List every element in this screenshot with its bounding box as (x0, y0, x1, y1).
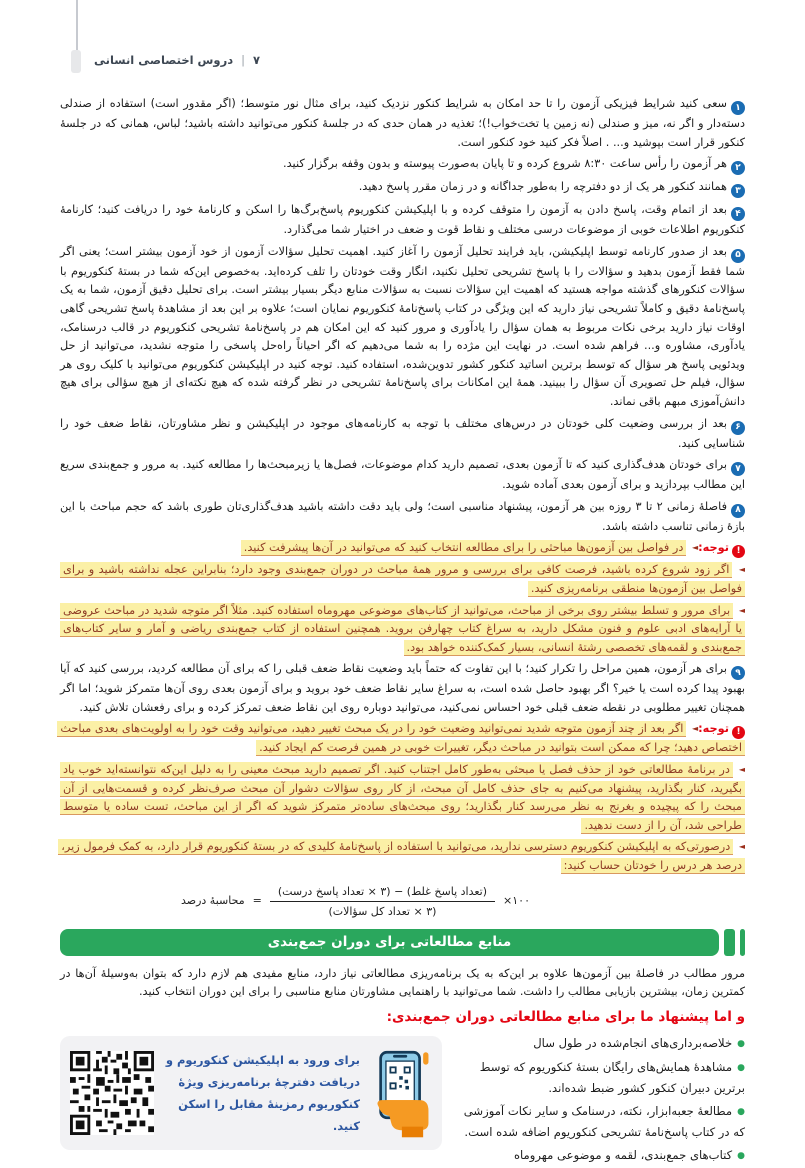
note-item (60, 539, 745, 558)
tip-number-badge: ۱ (731, 101, 745, 115)
tip-text: بعد از صدور کارنامه توسط اپلیکیشن، باید فرایند تحلیل آزمون را آغاز کنید. اهمیت تحلیل سؤالات آزمون از خود آزمون بیشتر است؛ یعنی اگر شما فقط آزمون بدهید و سؤالات را با پاسخ تشریحی تحلیل نکنید، انگار وقت خودتان را تلف کرده‌اید. به‌خصوص این‌که شما در بستهٔ کنکوریوم با سؤالات کنکورهای گذشته مواجه هستید که اهمیت این سؤالات نسبت به سؤالات منابع دیگر بسیار بیشتر است. برای تحلیل دقیق آزمون، شما به یک پاسخ‌نامهٔ دقیق و کاملاً تشریحی نیاز دارید که این ویژگی در کتاب پاسخ‌نامهٔ کنکوریوم نمایان است؛ علاوه بر این بعد از مشاهدهٔ پاسخ تشریحی گاهی اوقات نیاز دارید برخی نکات مربوط به همان سؤال را یادآوری و مرور کنید که این امکان هم در پاسخ‌نامهٔ تشریحی کنکوریوم در قالب درسنامک، یادآوری، مشاوره و... فراهم شده است. در نهایت این مژده را به شما می‌دهیم که اگر احیاناً راه‌حل پاسخی را متوجه نشدید، می‌توانید از حل ویدئویی پاسخ هر سؤال که توسط برترین اساتید کنکور کشور تدوین‌شده، استفاده کنید. توجه کنید در اپلیکیشن کنکوریوم می‌توانید با کلیک روی هر سؤال، فیلم حل تصویری آن سؤال را ببینید. همهٔ این امکانات برای پاسخ‌نامهٔ تشریحی در نظر گرفته شده که هیچ نکته‌ای از هیچ سؤالی برای هیچ دانش‌آموزی مبهم باقی نماند. (60, 244, 745, 408)
tip-number-badge: ۹ (731, 666, 745, 680)
arrow-left-icon: ◄ (738, 842, 745, 852)
banner-decor-bar-wide (724, 929, 735, 956)
tip-item (60, 201, 745, 240)
section-title-banner (60, 929, 719, 956)
qr-code-icon (70, 1051, 154, 1135)
tip-text: برای خودتان هدف‌گذاری کنید که تا آزمون بعدی، تصمیم دارید کدام موضوعات، فصل‌ها یا زیرمبحث‌ها را مطالعه کنید. به مرور و جمع‌بندی سریع این مطالب بپردازید و برای آزمون بعدی آماده شوید. (60, 458, 745, 492)
tip-item (60, 155, 745, 175)
section-banner-row (60, 929, 745, 956)
tip-text: بعد از بررسی وضعیت کلی خودتان در درس‌های مختلف با توجه به کارنامه‌های موجود در اپلیکیشن و نظر مشاورتان، نقاط ضعف خود را شناسایی کنید. (60, 416, 745, 450)
page-number: ۷ (252, 53, 261, 67)
tip-item (60, 415, 745, 454)
tip-item (60, 456, 745, 495)
list-item (458, 1033, 745, 1055)
suggestion-heading: و اما پیشنهاد ما برای منابع مطالعاتی دوران جمع‌بندی: (386, 1008, 745, 1025)
tip-number-badge: ۸ (731, 504, 745, 518)
tips-body (60, 95, 745, 1168)
arrow-left-icon: ◄ (692, 543, 699, 553)
tip-item (60, 178, 745, 198)
phone-scan-icon (370, 1047, 432, 1139)
exclamation-icon: ! (732, 545, 745, 558)
tip-item (60, 498, 745, 537)
tip-number-badge: ۲ (731, 161, 745, 175)
list-item (458, 1145, 745, 1167)
highlight-line (60, 838, 745, 875)
tip-text: سعی کنید شرایط فیزیکی آزمون را تا حد امکان به شرایط کنکور نزدیک کنید، برای مثال نور متوسط؛ (اگر مقدور است) استفاده از صندلی دسته‌دار و اگر نه، میز و صندلی (نه زمین یا تخت‌خواب!)؛ تغذیه در همان حدی که در جلسهٔ کنکور می‌توانید داشته باشید؛ لباس، همانی که در جلسهٔ کنکور قرار است بپوشید و... . اصلاً فکر کنید خود کنکور است. (60, 97, 745, 149)
resources-columns (60, 1033, 745, 1168)
tip-text: فاصلهٔ زمانی ۲ تا ۳ روزه بین هر آزمون، پیشنهاد مناسبی است؛ ولی باید دقت داشته باشید هدف‌گذاری‌تان طوری باشد که حجم مباحث با این بازهٔ زمانی تناسب داشته باشد. (60, 499, 745, 533)
qr-caption: برای ورود به اپلیکیشن کنکوریوم و دریافت دفترچهٔ برنامه‌ریزی ویژهٔ کنکوریوم رمزینهٔ مقابل را اسکن کنید. (165, 1053, 360, 1134)
section-intro: مرور مطالب در فاصلهٔ بین آزمون‌ها علاوه بر این‌که به یک برنامه‌ریزی مطالعاتی نیاز دارد، منابع مفیدی هم لازم دارد که بتوان به‌وسیلهٔ آن‌ها در کمترین زمان، بیشترین بازیابی مطالب را داشت. شما می‌توانید با راهنمایی مشاورتان منابع مناسبی را برای این دوران انتخاب کنید. (60, 966, 745, 999)
percentage-formula (181, 883, 530, 920)
bullet-icon: ● (737, 1106, 745, 1117)
chapter-title: دروس اختصاصی انسانی (94, 53, 234, 67)
tip-number-badge: ۴ (731, 207, 745, 221)
formula-result-label: محاسبهٔ درصد (180, 893, 245, 907)
note-label: توجه: (698, 722, 729, 736)
bullet-icon: ● (737, 1039, 745, 1050)
tip-number-badge: ۵ (731, 249, 745, 263)
note-text: در فواصل بین آزمون‌ها مباحثی را برای مطالعه انتخاب کنید که می‌توانید در آن‌ها پیشرفت کنید. (241, 540, 687, 556)
arrow-left-icon: ◄ (692, 724, 699, 734)
list-item (458, 1101, 745, 1143)
bullet-icon: ● (737, 1150, 745, 1161)
tip-text: همانند کنکور هر یک از دو دفترچه را به‌طور جداگانه و در زمان مقرر پاسخ دهید. (358, 180, 727, 194)
section-title: منابع مطالعاتی برای دوران جمع‌بندی (267, 933, 512, 950)
highlight-text: در برنامهٔ مطالعاتی خود از حذف فصل یا مبحثی به‌طور کامل اجتناب کنید. اگر تصمیم دارید مبحث معینی را به دلیل این‌که نتوانسته‌اید خوب یاد بگیرید، کنار بگذارید، پیشنهاد می‌کنیم به جای حذف کامل آن مبحث، از کار روی سؤالات دشوار آن مبحث صرف‌نظر کرده و قسمت‌هایی از آن مبحث را که پیچیده و بغرنج به نظر می‌رسد کنار بگذارید؛ روی مبحث‌های ساده‌تر متمرکز شوید که اگر از این مباحث، تست ساده یا متوسط طراحی شد، آن را از دست ندهید. (60, 762, 745, 834)
tip-number-badge: ۳ (731, 184, 745, 198)
page-margin-rule (76, 0, 78, 50)
highlight-text: درصورتی‌که به اپلیکیشن کنکوریوم دسترسی ندارید، می‌توانید با استفاده از پاسخ‌نامهٔ کلیدی که در بستهٔ کنکوریوم قرار دارد، به کمک فرمول زیر، درصد هر درس را خودتان حساب کنید: (58, 839, 745, 874)
banner-decor-bar-thin (740, 929, 745, 956)
running-header (94, 53, 260, 67)
list-item-text: مطالعهٔ جعبه‌ابزار، نکته، درسنامک و سایر نکات آموزشی که در کتاب پاسخ‌نامهٔ تشریحی کنکوریوم اضافه شده است. (463, 1103, 745, 1140)
tip-text: هر آزمون را رأس ساعت ۸:۳۰ شروع کرده و تا پایان به‌صورت پیوسته و بدون وقفه برگزار کنید. (283, 157, 727, 171)
highlight-line (60, 761, 745, 835)
tip-number-badge: ۷ (731, 462, 745, 476)
qr-scan-card (60, 1036, 442, 1150)
highlight-text: اگر زود شروع کرده باشید، فرصت کافی برای بررسی و مرور همهٔ مباحث در دوران جمع‌بندی وجود دارد؛ بنابراین عجله نداشته باشید و برای فواصل بین آزمون‌ها منطقی برنامه‌ریزی کنید. (60, 562, 745, 597)
exclamation-icon: ! (732, 726, 745, 739)
arrow-left-icon: ◄ (738, 565, 745, 575)
list-item-text: مشاهدهٔ همایش‌های رایگان بستهٔ کنکوریوم که توسط برترین دبیران کنکور کشور ضبط شده‌اند. (479, 1059, 745, 1096)
formula-equals: = (252, 893, 262, 907)
formula-numerator: (تعداد پاسخ غلط) − (۳ × تعداد پاسخ درست) (270, 883, 495, 902)
formula-multiplier: ×۱۰۰ (503, 893, 530, 907)
arrow-left-icon: ◄ (738, 605, 746, 615)
header-divider: | (241, 53, 245, 67)
highlight-line (60, 602, 745, 658)
highlight-line (60, 561, 745, 598)
page-margin-rule-cap (71, 50, 81, 73)
highlight-text: برای مرور و تسلط بیشتر روی برخی از مباحث، می‌توانید از کتاب‌های موضوعی مهروماه استفاده کنید. مثلاً اگر متوجه شدید در مباحث عروضی یا آرایه‌های ادبی علوم و فنون مشکل دارید، به سراغ کتاب چهارفن بروید. همچنین استفاده از کتاب جمع‌بندی ریاضی و آمار و سایر کتاب‌های جمع‌بندی و لقمه‌های تخصصی رشتهٔ انسانی، بسیار کمک‌کننده خواهد بود. (60, 603, 745, 656)
note-label: توجه: (698, 541, 729, 555)
bullet-icon: ● (737, 1062, 745, 1073)
list-item-text: کتاب‌های جمع‌بندی، لقمه و موضوعی مهروماه (513, 1147, 733, 1162)
tip-text: بعد از اتمام وقت، پاسخ دادن به آزمون را متوقف کرده و با اپلیکیشن کنکوریوم پاسخ‌برگ‌ها را اسکن و کارنامهٔ خود را دریافت کنید؛ کارنامهٔ کنکوریوم اطلاعات خوبی از موضوعات درسی مختلف و نقاط قوت و ضعف در اختیار شما می‌گذارد. (60, 203, 745, 237)
tip-text: برای هر آزمون، همین مراحل را تکرار کنید؛ با این تفاوت که حتماً باید وضعیت نقاط ضعف قبلی را که برای آن مطالعه کردید، بررسی کنید که آیا بهبود پیدا کرده است یا خیر؟ اگر بهبود حاصل شده است، به سراغ سایر نقاط ضعف خود بروید و برای آزمون بعدی روی آن‌ها متمرکز شوید؛ اما اگر همچنان تغییر مطلوبی در نقطه ضعف قبلی خود احساس نمی‌کنید، می‌توانید دوباره روی این نقاط ضعف تمرکز کرده و برای رفعشان تلاش کنید. (60, 662, 745, 714)
tip-item (60, 660, 745, 717)
resource-list (458, 1033, 745, 1168)
list-item (458, 1057, 745, 1099)
note-item (60, 720, 745, 758)
formula-denominator: (۳ × تعداد کل سؤالات) (328, 904, 437, 918)
arrow-left-icon: ◄ (738, 765, 746, 775)
tip-item (60, 243, 745, 412)
formula-fraction (270, 883, 495, 920)
note-text: اگر بعد از چند آزمون متوجه شدید نمی‌توانید وضعیت خود را در یک مبحث تغییر دهید، می‌توانید وقت خود را به اولویت‌های بعدی مباحث اختصاص دهید؛ چرا که ممکن است بتوانید در مباحث دیگر، تغییرات خوبی در همین فرصت کم ایجاد کنید. (57, 721, 745, 756)
tip-item (60, 95, 745, 152)
list-item-text: خلاصه‌برداری‌های انجام‌شده در طول سال (533, 1036, 733, 1051)
tip-number-badge: ۶ (731, 421, 745, 435)
